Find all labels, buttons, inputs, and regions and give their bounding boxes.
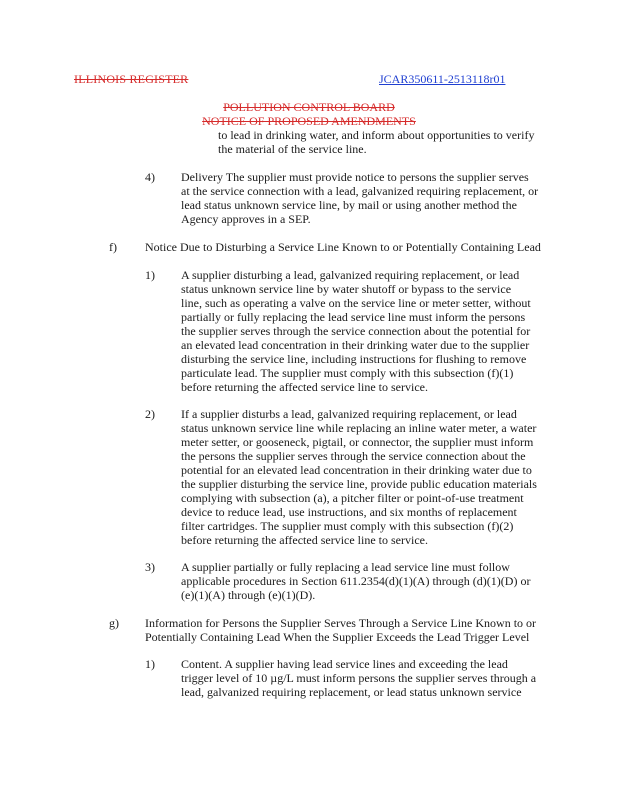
text-line: status unknown service line while replacing an inline water meter, a water <box>181 421 537 435</box>
text-line: meter setter, or gooseneck, pigtail, or connector, the supplier must inform <box>181 435 534 449</box>
text-line: (e)(1)(A) through (e)(1)(D). <box>181 588 316 602</box>
text-line: Delivery The supplier must provide notice to persons the supplier serves <box>181 170 529 184</box>
jcar-code: JCAR350611-2513118r01 <box>379 72 506 86</box>
text-line: disturbing the service line, including instructions for flushing to remove <box>181 352 527 366</box>
subsection-heading: Potentially Containing Lead When the Supplier Exceeds the Lead Trigger Level <box>145 630 530 644</box>
text-line: before returning the affected service line to service. <box>181 380 428 394</box>
item-label: 1) <box>145 657 155 671</box>
text-line: at the service connection with a lead, galvanized requiring replacement, or <box>181 184 539 198</box>
text-line: filter cartridges. The supplier must comply with this subsection (f)(2) <box>181 519 514 533</box>
subsection-label: g) <box>109 616 119 630</box>
text-line: before returning the affected service line to service. <box>181 533 428 547</box>
text-line: lead status unknown service line, by mail or using another method the <box>181 198 517 212</box>
subsection-label: f) <box>109 240 117 254</box>
text-line: particulate lead. The supplier must comply with this subsection (f)(1) <box>181 366 514 380</box>
subsection-heading: Information for Persons the Supplier Serves Through a Service Line Known to or <box>145 616 537 630</box>
text-line: the supplier serves through the service connection about the potential for <box>181 324 531 338</box>
item-label: 1) <box>145 268 155 282</box>
text-line: complying with subsection (a), a pitcher filter or point-of-use treatment <box>181 491 524 505</box>
text-line: If a supplier disturbs a lead, galvanized requiring replacement, or lead <box>181 407 517 421</box>
item-label: 2) <box>145 407 155 421</box>
text-line: lead, galvanized requiring replacement, or lead status unknown service <box>181 685 522 699</box>
text-line: the material of the service line. <box>218 142 367 156</box>
text-line: A supplier disturbing a lead, galvanized requiring replacement, or lead <box>181 268 520 282</box>
text-line: line, such as operating a valve on the service line or meter setter, without <box>181 296 531 310</box>
text-line: an elevated lead concentration in their drinking water due to the supplier <box>181 338 530 352</box>
text-line: trigger level of 10 µg/L must inform persons the supplier serves through a <box>181 671 537 685</box>
text-line: status unknown service line by water shutoff or bypass to the service <box>181 282 512 296</box>
text-line: A supplier partially or fully replacing a lead service line must follow <box>181 560 510 574</box>
text-line: applicable procedures in Section 611.2354(d)(1)(A) through (d)(1)(D) or <box>181 574 531 588</box>
subsection-heading: Notice Due to Disturbing a Service Line Known to or Potentially Containing Lead <box>145 240 541 254</box>
text-line: Content. A supplier having lead service lines and exceeding the lead <box>181 657 508 671</box>
text-line: device to reduce lead, use instructions, and six months of replacement <box>181 505 517 519</box>
text-line: potential for an elevated lead concentration in their drinking water due to <box>181 463 532 477</box>
text-line: the persons the supplier serves through the service connection about the <box>181 449 526 463</box>
item-label: 4) <box>145 170 155 184</box>
notice-title: NOTICE OF PROPOSED AMENDMENTS <box>202 114 416 128</box>
item-label: 3) <box>145 560 155 574</box>
text-line: the supplier disturbing the service line, provide public education materials <box>181 477 537 491</box>
register-title: ILLINOIS REGISTER <box>74 72 189 86</box>
agency-name: POLLUTION CONTROL BOARD <box>223 100 395 114</box>
text-line: partially or fully replacing the lead service line must inform the persons <box>181 310 526 324</box>
text-line: to lead in drinking water, and inform about opportunities to verify <box>218 128 535 142</box>
text-line: Agency approves in a SEP. <box>181 212 311 226</box>
